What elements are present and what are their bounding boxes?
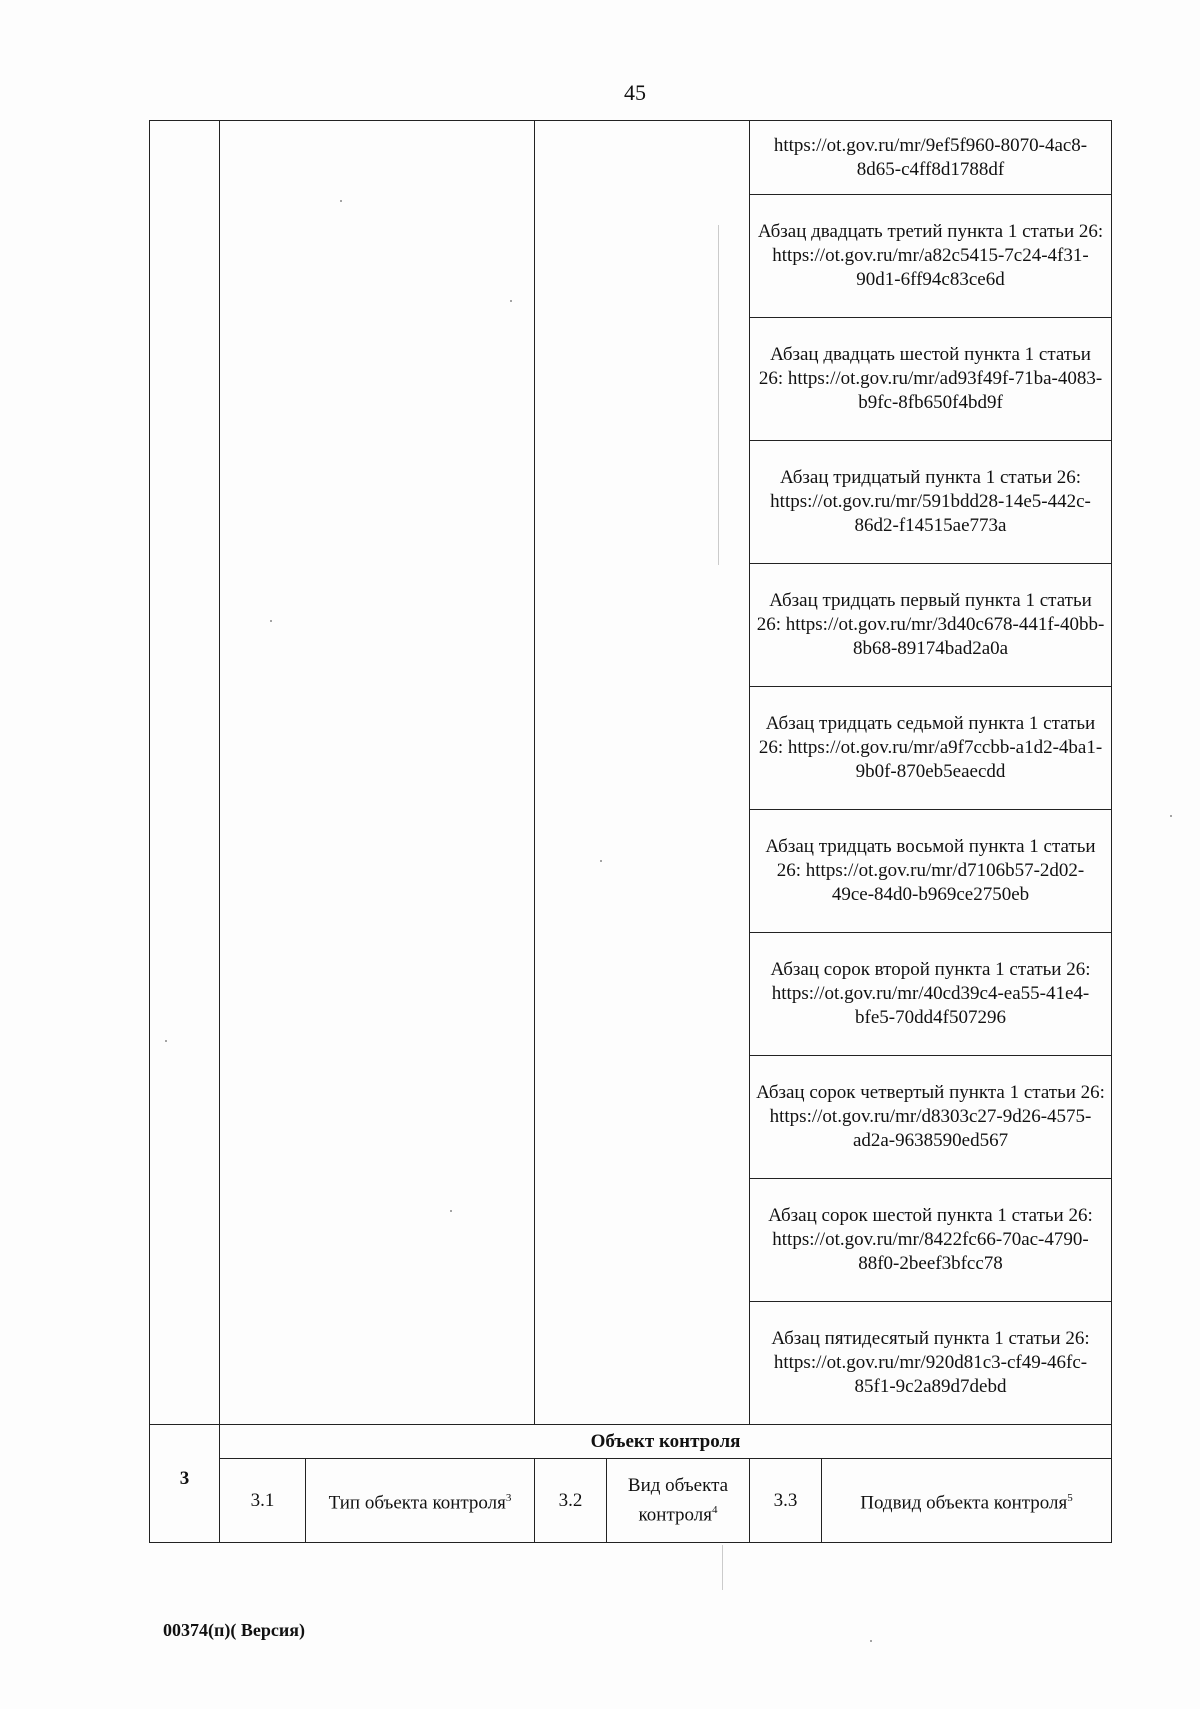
item-label-text: Вид объекта контроля xyxy=(627,1474,729,1526)
reference-cell xyxy=(750,195,1112,318)
reference-text: Абзац двадцать третий пункта 1 статьи 26: https://ot.gov.ru/mr/a82c5415-7c24-4f31-90d1-6ff94c83ce6d xyxy=(757,221,1104,290)
footnote-marker: 3 xyxy=(505,1491,512,1504)
document-table xyxy=(149,120,1112,1543)
reference-text: Абзац пятидесятый пункта 1 статьи 26: https://ot.gov.ru/mr/920d81c3-cf49-46fc-85f1-9c2a89d7debd xyxy=(771,1328,1090,1397)
item-number-3-2: 3.2 xyxy=(535,1459,607,1543)
scan-artifact xyxy=(340,200,342,202)
reference-text: Абзац тридцать восьмой пункта 1 статьи 26: https://ot.gov.ru/mr/d7106b57-2d02-49ce-84d0-b969ce2750eb xyxy=(765,836,1096,905)
empty-number-cell xyxy=(150,121,220,1425)
item-label-text: Подвид объекта контроля xyxy=(860,1492,1068,1514)
scan-artifact xyxy=(870,1640,872,1642)
footnote-marker: 5 xyxy=(1067,1491,1073,1504)
reference-cell xyxy=(750,564,1112,687)
item-label-3-1 xyxy=(306,1459,535,1543)
reference-row xyxy=(150,121,1112,195)
reference-text: Абзац сорок четвертый пункта 1 статьи 26: https://ot.gov.ru/mr/d8303c27-9d26-4575-ad2a-9638590ed567 xyxy=(756,1082,1105,1151)
reference-cell xyxy=(750,810,1112,933)
scan-artifact xyxy=(718,225,719,565)
document-code: 00374(п)( Версия) xyxy=(163,1620,305,1640)
item-label-3-2 xyxy=(607,1459,750,1543)
item-number-3-1: 3.1 xyxy=(220,1459,306,1543)
footnote-marker: 4 xyxy=(711,1503,718,1516)
scan-artifact xyxy=(600,860,602,862)
reference-text: https://ot.gov.ru/mr/9ef5f960-8070-4ac8-8d65-c4ff8d1788df xyxy=(773,134,1088,180)
section-title: Объект контроля xyxy=(220,1425,1112,1459)
page-number: 45 xyxy=(624,80,646,105)
section-title-row xyxy=(150,1425,1112,1459)
reference-text: Абзац сорок второй пункта 1 статьи 26: https://ot.gov.ru/mr/40cd39c4-ea55-41e4-bfe5-70dd4f507296 xyxy=(770,959,1091,1028)
reference-text: Абзац тридцать седьмой пункта 1 статьи 26: https://ot.gov.ru/mr/a9f7ccbb-a1d2-4ba1-9b0f-870eb5eaecdd xyxy=(758,713,1103,782)
section-number: 3 xyxy=(150,1425,220,1543)
reference-cell xyxy=(750,121,1112,195)
reference-cell xyxy=(750,441,1112,564)
scan-artifact xyxy=(450,1210,452,1212)
item-number-3-3: 3.3 xyxy=(750,1459,822,1543)
reference-cell xyxy=(750,1179,1112,1302)
scan-artifact xyxy=(165,1040,167,1042)
reference-cell xyxy=(750,318,1112,441)
item-label-3-3 xyxy=(822,1459,1112,1543)
reference-cell xyxy=(750,1056,1112,1179)
reference-cell xyxy=(750,933,1112,1056)
scan-artifact xyxy=(270,620,272,622)
reference-text: Абзац тридцатый пункта 1 статьи 26: https://ot.gov.ru/mr/591bdd28-14e5-442c-86d2-f14515ae773a xyxy=(770,467,1091,536)
scan-artifact xyxy=(1170,815,1172,817)
reference-text: Абзац тридцать первый пункта 1 статьи 26: https://ot.gov.ru/mr/3d40c678-441f-40bb-8b68-89174bad2a0a xyxy=(756,590,1105,659)
reference-text: Абзац двадцать шестой пункта 1 статьи 26: https://ot.gov.ru/mr/ad93f49f-71ba-4083-b9fc-8fb650f4bd9f xyxy=(758,344,1103,413)
scan-artifact xyxy=(510,300,512,302)
reference-text: Абзац сорок шестой пункта 1 статьи 26: https://ot.gov.ru/mr/8422fc66-70ac-4790-88f0-2beef3bfcc78 xyxy=(768,1205,1093,1274)
reference-cell xyxy=(750,687,1112,810)
item-label-text: Тип объекта контроля xyxy=(328,1492,506,1514)
empty-name-cell xyxy=(220,121,535,1425)
section-items-row xyxy=(150,1459,1112,1543)
scan-artifact xyxy=(722,1545,723,1590)
reference-cell xyxy=(750,1302,1112,1425)
